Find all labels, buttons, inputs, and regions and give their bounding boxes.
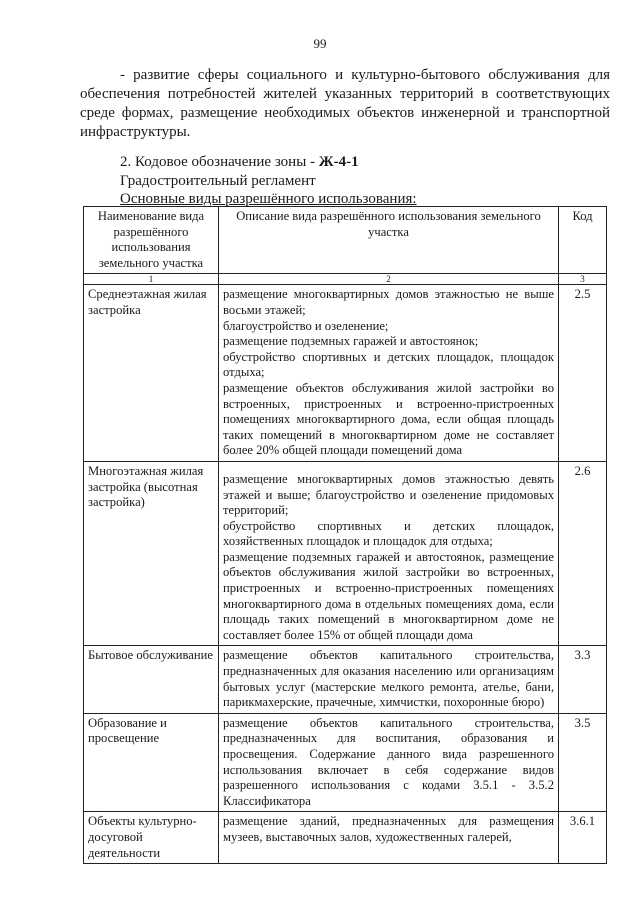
- description-line: размещение объектов обслуживания жилой застройки во встроенных, пристроенных и встроенно-пристроенных помещениях многоквартирного дома, если общая площадь таких помещений в многоквартирном доме не составляет более 20% общей площади помещений дома: [223, 380, 554, 458]
- use-code: 2.6: [559, 461, 607, 646]
- use-code: 3.6.1: [559, 812, 607, 864]
- table-row: [84, 812, 607, 864]
- use-code: 3.3: [559, 646, 607, 713]
- zone-code: Ж-4-1: [318, 154, 359, 170]
- description-line: размещение зданий, предназначенных для размещения музеев, выставочных залов, художественных галерей,: [223, 814, 554, 844]
- description-line: размещение объектов капитального строительства, предназначенных для воспитания, образования и просвещения. Содержание данного вида разрешенного использования включает в себя содержание видов разрешенного использования с кодами 3.5.1 - 3.5.2 Классификатора: [223, 715, 554, 808]
- description-line: размещение объектов капитального строительства, предназначенных для оказания населению или организациям бытовых услуг (мастерские мелкого ремонта, ателье, бани, парикмахерские, прачечные, химчистки, похоронные бюро): [223, 648, 554, 710]
- use-name: Многоэтажная жилая застройка (высотная застройка): [84, 461, 219, 646]
- column-number: 1: [84, 274, 219, 285]
- use-name: Образование и просвещение: [84, 713, 219, 812]
- land-use-table: [83, 206, 607, 864]
- use-description: [219, 461, 559, 646]
- use-description: [219, 646, 559, 713]
- zone-heading: [120, 153, 359, 172]
- main-uses-heading: Основные виды разрешённого использования:: [120, 191, 417, 207]
- table-row: [84, 713, 607, 812]
- page-number: 99: [313, 36, 327, 51]
- use-name: Среднеэтажная жилая застройка: [84, 285, 219, 462]
- table-row: [84, 646, 607, 713]
- table-row: [84, 461, 607, 646]
- description-line: размещение многоквартирных домов этажностью не выше восьми этажей;: [223, 287, 554, 317]
- description-line: размещение многоквартирных домов этажностью девять этажей и выше; благоустройство и озеленение придомовых территорий;: [223, 471, 554, 518]
- table-header-row: [84, 207, 607, 274]
- description-line: благоустройство и озеленение;: [223, 318, 389, 333]
- regulation-heading: Градостроительный регламент: [120, 173, 316, 189]
- column-number: 2: [219, 274, 559, 285]
- column-header-name: Наименование вида разрешённого использования земельного участка: [84, 207, 219, 274]
- table-row: [84, 285, 607, 462]
- zone-heading-prefix: 2. Кодовое обозначение зоны -: [120, 154, 319, 170]
- column-number-row: [84, 274, 607, 285]
- column-header-code: Код: [559, 207, 607, 274]
- use-description: [219, 285, 559, 462]
- use-code: 3.5: [559, 713, 607, 812]
- column-header-description: Описание вида разрешённого использования земельного участка: [219, 207, 559, 274]
- description-line: размещение подземных гаражей и автостоянок;: [223, 334, 479, 349]
- use-code: 2.5: [559, 285, 607, 462]
- description-line: обустройство спортивных и детских площадок, хозяйственных площадок и площадок для отдыха;: [223, 518, 554, 549]
- description-line: размещение подземных гаражей и автостоянок, размещение объектов обслуживания жилой застройки во встроенных, пристроенных и встроенно-пристроенных помещениях многоквартирного дома в отдельных помещениях дома, если площадь таких помещений в многоквартирном доме не составляет более 15% от общей площади дома: [223, 549, 554, 642]
- description-line: обустройство спортивных и детских площадок, площадок отдыха;: [223, 349, 554, 380]
- column-number: 3: [559, 274, 607, 285]
- use-name: Бытовое обслуживание: [84, 646, 219, 713]
- use-description: [219, 713, 559, 812]
- use-description: [219, 812, 559, 864]
- use-name: Объекты культурно-досуговой деятельности: [84, 812, 219, 864]
- intro-paragraph: - развитие сферы социального и культурно-бытового обслуживания для обеспечения потребностей жителей указанных территорий в соответствующих среде формах, размещение необходимых объектов инженерной и транспортной инфраструктуры.: [80, 67, 610, 140]
